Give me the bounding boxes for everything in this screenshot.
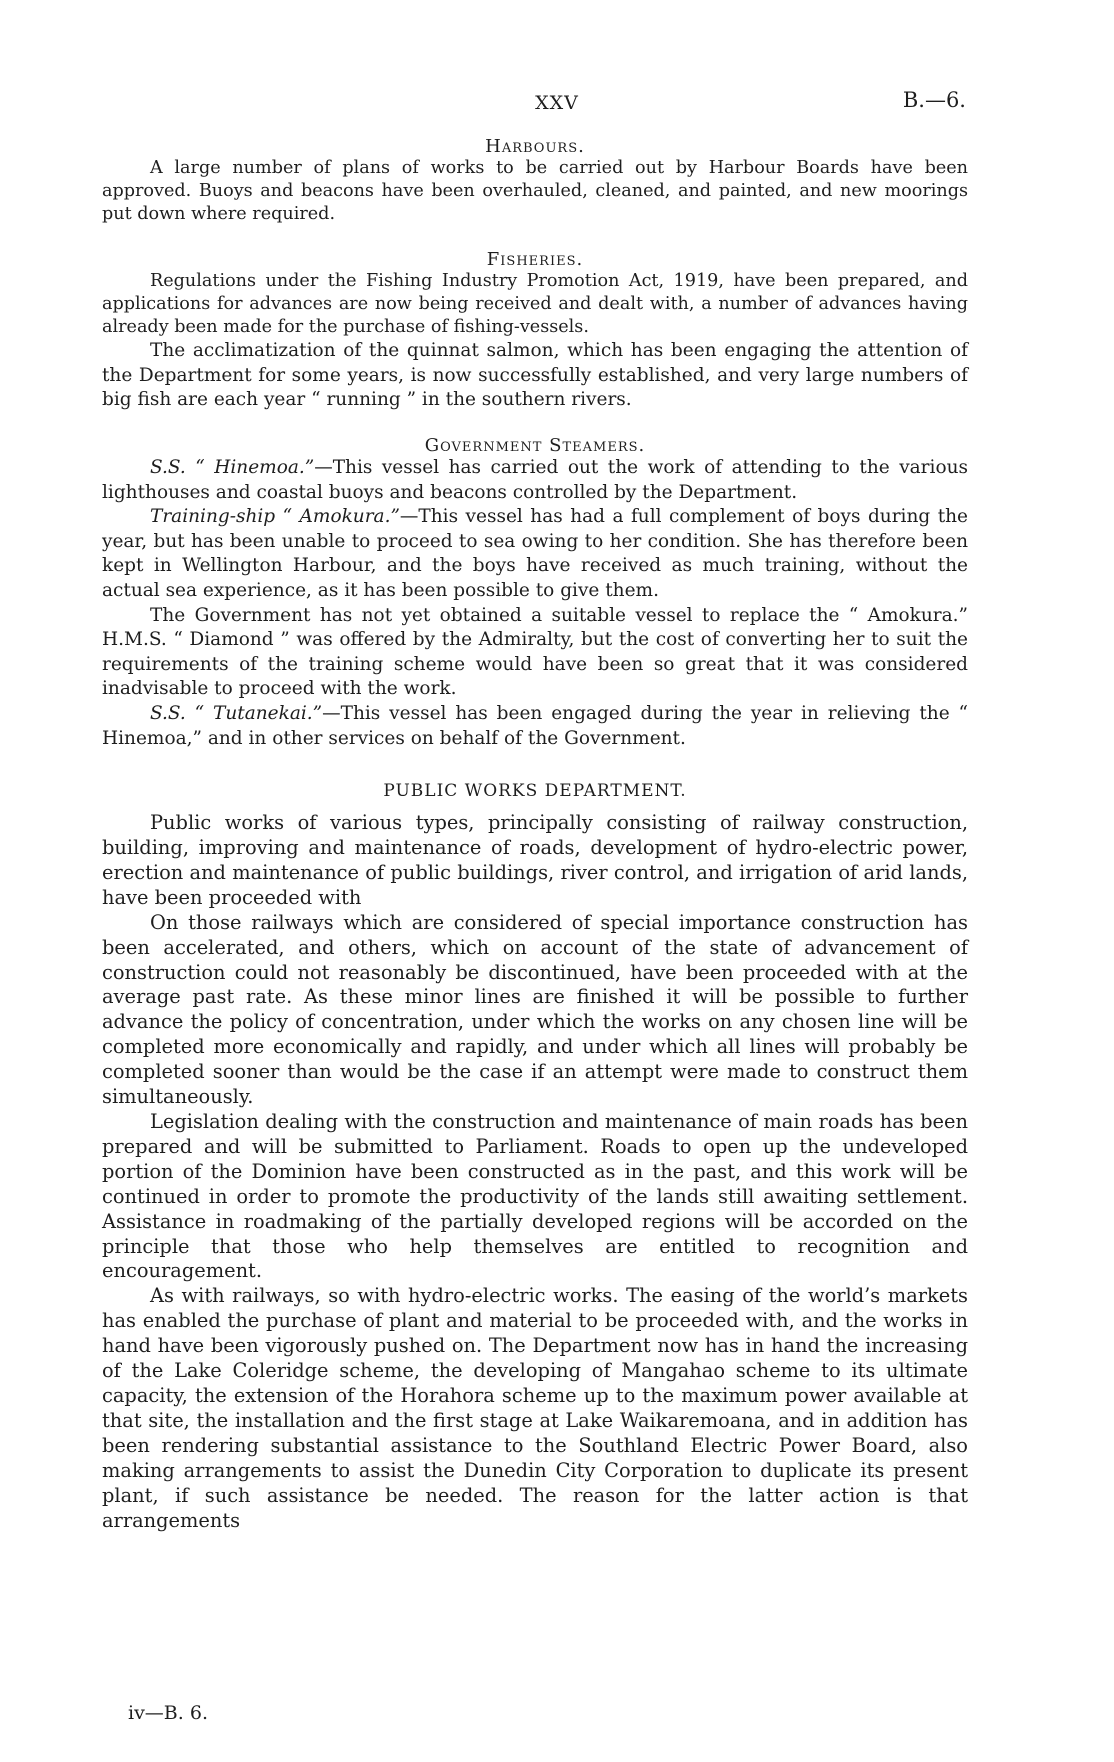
amokura-heading: Training-ship “ Amokura.” bbox=[150, 506, 400, 528]
harbours-paragraph: A large number of plans of works to be carried out by Harbour Boards have been approved. Buoys and beacons have been overhauled, cleaned, and painted, and new moorings put down where required. bbox=[102, 158, 968, 225]
public-works-heading: PUBLIC WORKS DEPARTMENT. bbox=[383, 781, 687, 802]
public-works-paragraph-2: On those railways which are considered of special importance construction has been accelerated, and others, which on account of the state of advancement of construction could not reasonably be discontinued, have been proceeded with at the average past rate. As these minor lines are finished it will be possible to further advance the policy of concentration, under which the works on any chosen line will be completed more economically and rapidly, and under which all lines will probably be completed sooner than would be the case if an attempt were made to construct them simultaneously. bbox=[102, 910, 968, 1109]
harbours-heading: Harbours. bbox=[485, 136, 585, 157]
harbours-section bbox=[102, 136, 968, 227]
fisheries-paragraph-2: The acclimatization of the quinnat salmon, which has been engaging the attention of the Department for some years, is now successfully established, and very large numbers of big fish are each year “ running ” in the southern rivers. bbox=[102, 340, 968, 411]
tutanekai-heading: S.S. “ Tutanekai.” bbox=[150, 702, 323, 724]
hinemoa-text: —This vessel has carried out the work of attending to the various lighthouses and coastal buoys and beacons controlled by the Department. bbox=[102, 457, 968, 503]
hinemoa-heading: S.S. “ Hinemoa.” bbox=[150, 457, 315, 478]
tutanekai-text: —This vessel has been engaged during the year in relieving the “ Hinemoa,” and in other services on behalf of the Government. bbox=[102, 702, 968, 749]
fisheries-paragraph-1: Regulations under the Fishing Industry Promotion Act, 1919, have been prepared, and applications for advances are now being received and dealt with, a number of advances having already been made for the purchase of fishing-vessels. bbox=[102, 270, 968, 338]
page-number: XXV bbox=[535, 92, 579, 114]
fisheries-heading: Fisheries. bbox=[486, 248, 584, 270]
replacement-paragraph: The Government has not yet obtained a suitable vessel to replace the “ Amokura.” H.M.S. “ Diamond ” was offered by the Admiralty, but the cost of converting her to suit the requirements of the training scheme would have been so great that it was considered inadvisable to proceed with the work. bbox=[102, 604, 968, 700]
amokura-paragraph bbox=[102, 505, 968, 603]
public-works-paragraph-1: Public works of various types, principally consisting of railway construction, building, improving and maintenance of roads, development of hydro-electric power, erection and maintenance of public buildings, river control, and irrigation of arid lands, have been proceeded with bbox=[102, 811, 968, 909]
report-code: B.—6. bbox=[902, 88, 966, 112]
tutanekai-paragraph bbox=[102, 702, 968, 751]
public-works-paragraph-4: As with railways, so with hydro-electric works. The easing of the world’s markets has enabled the purchase of plant and material to be proceeded with, and the works in hand have been vigorously pushed on. The Department now has in hand the increasing of the Lake Coleridge scheme, the developing of Mangahao scheme to its ultimate capacity, the extension of the Horahora scheme up to the maximum power available at that site, the installation and the first stage at Lake Waikaremoana, and in addition has been rendering substantial assistance to the Southland Electric Power Board, also making arrangements to assist the Dunedin City Corporation to duplicate its present plant, if such assistance be needed. The reason for the latter action is that arrangements bbox=[102, 1284, 968, 1532]
steamers-section bbox=[102, 435, 968, 751]
fisheries-section bbox=[102, 249, 968, 413]
page-signature: iv—B. 6. bbox=[128, 1702, 208, 1724]
public-works-section bbox=[102, 781, 968, 1533]
steamers-heading: Government Steamers. bbox=[424, 435, 646, 456]
hinemoa-paragraph bbox=[102, 456, 968, 505]
amokura-text: —This vessel has had a full complement of boys during the year, but has been unable to proceed to sea owing to her condition. She has therefore been kept in Wellington Harbour, and the boys have received as much training, without the actual sea experience, as it has been possible to give them. bbox=[102, 506, 968, 601]
page-content bbox=[102, 136, 968, 1555]
public-works-paragraph-3: Legislation dealing with the construction and maintenance of main roads has been prepared and will be submitted to Parliament. Roads to open up the undeveloped portion of the Dominion have been constructed as in the past, and this work will be continued in order to promote the productivity of the lands still awaiting settlement. Assistance in roadmaking of the partially developed regions will be accorded on the principle that those who help themselves are entitled to recognition and encouragement. bbox=[102, 1110, 968, 1283]
